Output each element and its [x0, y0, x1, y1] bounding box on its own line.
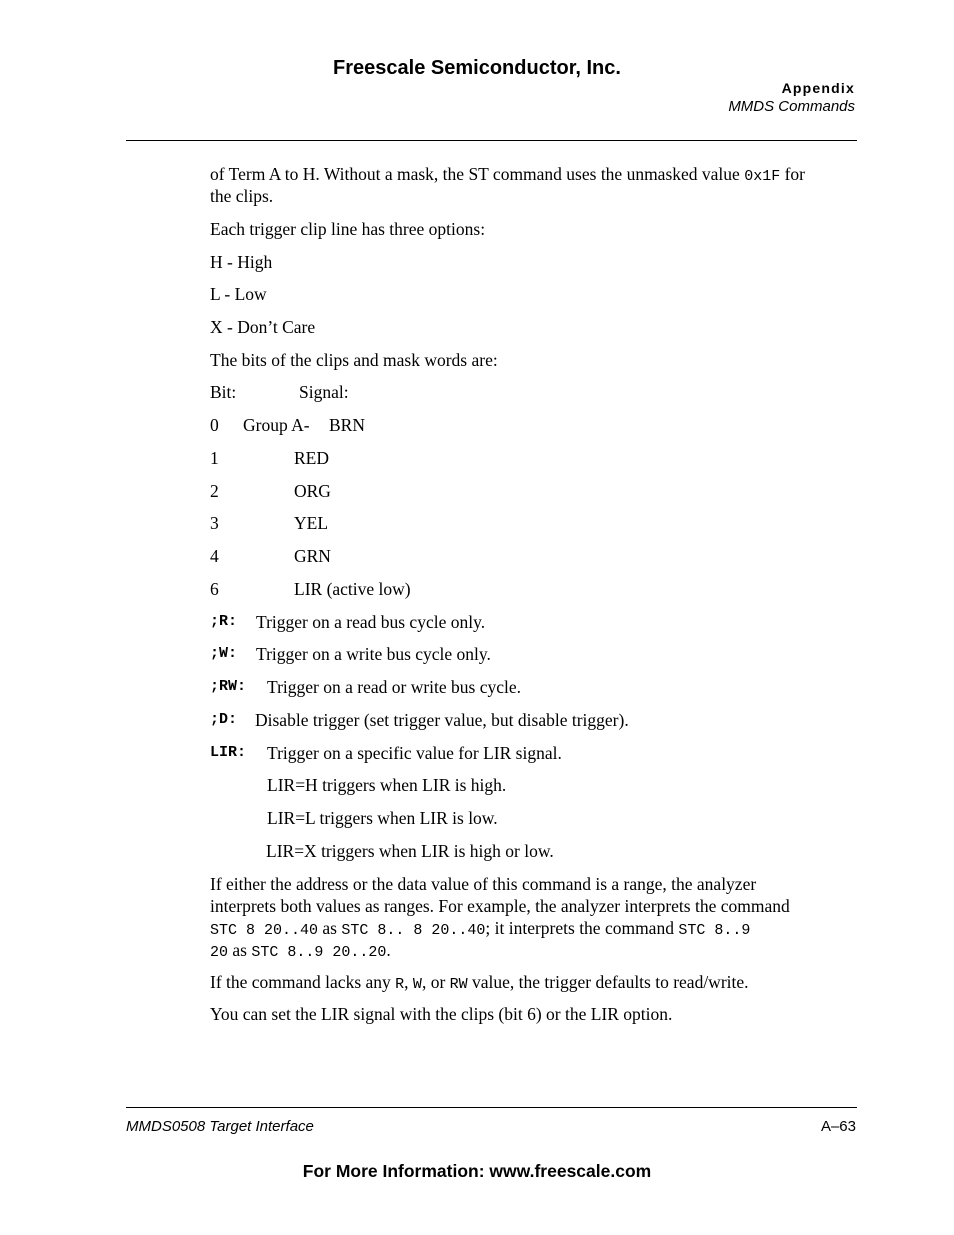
signal-name: ORG [294, 481, 331, 501]
signal-name: RED [294, 448, 329, 468]
paragraph-line: If the command lacks any R, W, or RW value, the trigger defaults to read/write. [210, 972, 749, 993]
code-value: STC 8.. 8 20..40 [341, 922, 486, 939]
lir-high-line: LIR=H triggers when LIR is high. [267, 775, 507, 795]
signal-column-header: Signal: [299, 382, 349, 402]
paragraph-line: the clips. [210, 186, 274, 206]
bit-number: 3 [210, 513, 219, 533]
bit-column-header: Bit: [210, 382, 237, 402]
paragraph: Each trigger clip line has three options: [210, 219, 486, 239]
running-header-section: MMDS Commands [728, 98, 855, 115]
option-description: Trigger on a read or write bus cycle. [267, 677, 521, 697]
code-value: W [412, 976, 422, 993]
group-label: Group A- [243, 415, 310, 435]
bit-number: 0 [210, 415, 219, 435]
code-value: 20 [210, 944, 229, 961]
option-description: Trigger on a read bus cycle only. [256, 612, 486, 632]
option-code: LIR: [210, 744, 247, 761]
option-description: Trigger on a write bus cycle only. [256, 644, 491, 664]
bit-number: 4 [210, 546, 219, 566]
code-value: STC 8 20..40 [210, 922, 319, 939]
bit-number: 1 [210, 448, 219, 468]
option-code: ;RW: [210, 678, 247, 695]
code-value: 0x1F [744, 168, 781, 185]
option-low: L - Low [210, 284, 267, 304]
option-code: ;W: [210, 645, 238, 662]
paragraph-line: If either the address or the data value of this command is a range, the analyzer [210, 874, 757, 894]
signal-name: GRN [294, 546, 331, 566]
paragraph-line: of Term A to H. Without a mask, the ST command uses the unmasked value 0x1F for [210, 164, 805, 185]
code-value: STC 8..9 20..20 [251, 944, 387, 961]
lir-x-line: LIR=X triggers when LIR is high or low. [266, 841, 554, 861]
code-value: RW [449, 976, 468, 993]
signal-name: YEL [294, 513, 329, 533]
option-description: Disable trigger (set trigger value, but disable trigger). [255, 710, 629, 730]
signal-name: BRN [329, 415, 365, 435]
bit-number: 6 [210, 579, 219, 599]
page-number: A–63 [820, 1118, 856, 1135]
paragraph: The bits of the clips and mask words are: [210, 350, 498, 370]
code-value: R [395, 976, 405, 993]
footer-info-link: For More Information: www.freescale.com [302, 1161, 652, 1181]
option-code: ;D: [210, 711, 238, 728]
lir-low-line: LIR=L triggers when LIR is low. [267, 808, 498, 828]
footer-doc-title: MMDS0508 Target Interface [126, 1118, 314, 1135]
footer-rule [126, 1107, 857, 1108]
option-high: H - High [210, 252, 273, 272]
paragraph: You can set the LIR signal with the clips (bit 6) or the LIR option. [210, 1004, 673, 1024]
option-description: Trigger on a specific value for LIR signal. [267, 743, 562, 763]
paragraph-line: STC 8 20..40 as STC 8.. 8 20..40; it interprets the command STC 8..9 [210, 918, 751, 939]
running-header-appendix: Appendix [781, 80, 855, 96]
paragraph-line: 20 as STC 8..9 20..20. [210, 940, 391, 961]
option-code: ;R: [210, 613, 238, 630]
header-rule [126, 140, 857, 141]
bit-number: 2 [210, 481, 219, 501]
code-value: STC 8..9 [678, 922, 751, 939]
paragraph-line: interprets both values as ranges. For example, the analyzer interprets the command [210, 896, 790, 916]
option-dont-care: X - Don’t Care [210, 317, 316, 337]
company-name: Freescale Semiconductor, Inc. [333, 57, 621, 79]
signal-name: LIR (active low) [294, 579, 411, 599]
